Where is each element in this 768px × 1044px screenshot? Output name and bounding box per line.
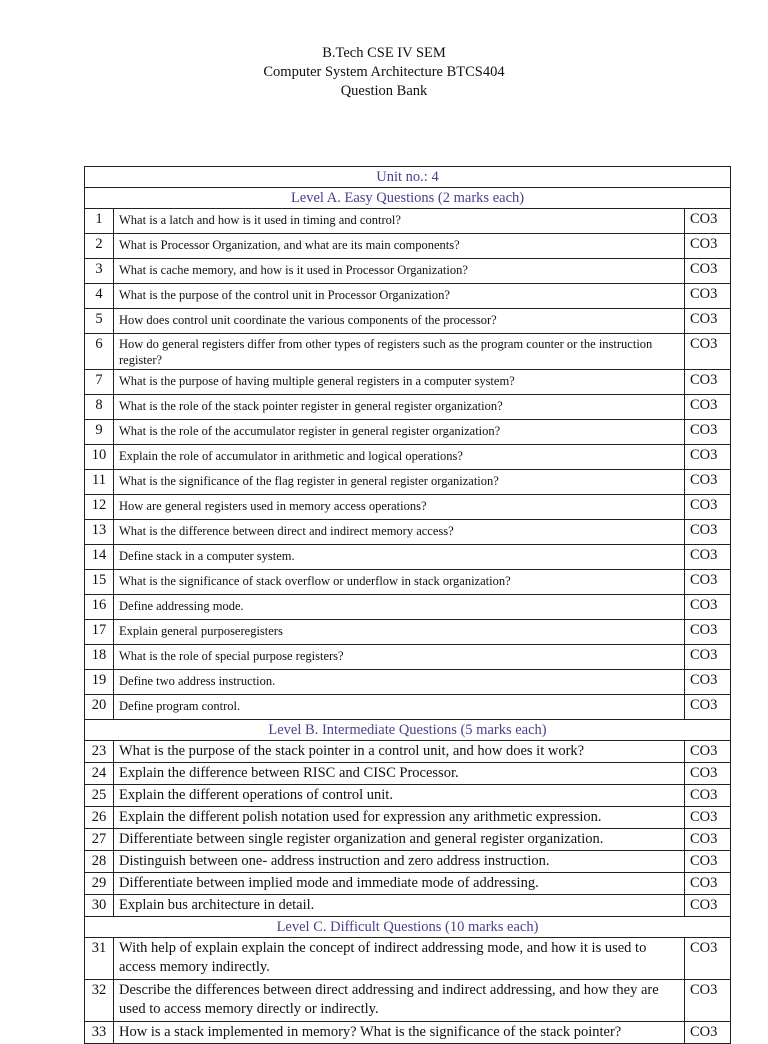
question-text: What is the purpose of the stack pointer in a control unit, and how does it work? bbox=[114, 741, 685, 763]
question-number: 14 bbox=[85, 545, 114, 570]
question-number: 17 bbox=[85, 620, 114, 645]
question-text: What is the significance of stack overflow or underflow in stack organization? bbox=[114, 570, 685, 595]
question-row bbox=[85, 895, 731, 917]
question-number: 19 bbox=[85, 670, 114, 695]
question-text: What is a latch and how is it used in timing and control? bbox=[114, 209, 685, 234]
question-number: 25 bbox=[85, 785, 114, 807]
question-row bbox=[85, 520, 731, 545]
document-header bbox=[0, 44, 768, 101]
question-row bbox=[85, 495, 731, 520]
question-text: What is the role of special purpose registers? bbox=[114, 645, 685, 670]
question-row bbox=[85, 851, 731, 873]
question-text: Explain general purposeregisters bbox=[114, 620, 685, 645]
question-number: 18 bbox=[85, 645, 114, 670]
question-row bbox=[85, 873, 731, 895]
course-outcome: CO3 bbox=[685, 695, 731, 720]
question-row bbox=[85, 309, 731, 334]
question-row bbox=[85, 763, 731, 785]
question-row bbox=[85, 670, 731, 695]
question-text: Differentiate between single register organization and general register organization. bbox=[114, 829, 685, 851]
subject-title: Computer System Architecture BTCS404 bbox=[263, 64, 505, 80]
question-row bbox=[85, 980, 731, 1022]
unit-row bbox=[85, 167, 731, 188]
question-row bbox=[85, 445, 731, 470]
question-text: Explain bus architecture in detail. bbox=[114, 895, 685, 917]
question-row bbox=[85, 741, 731, 763]
course-outcome: CO3 bbox=[685, 209, 731, 234]
unit-label: Unit no.: 4 bbox=[85, 167, 731, 188]
question-number: 10 bbox=[85, 445, 114, 470]
course-outcome: CO3 bbox=[685, 645, 731, 670]
question-row bbox=[85, 570, 731, 595]
question-number: 24 bbox=[85, 763, 114, 785]
question-number: 31 bbox=[85, 938, 114, 980]
course-outcome: CO3 bbox=[685, 445, 731, 470]
question-row bbox=[85, 209, 731, 234]
question-text: Explain the role of accumulator in arithmetic and logical operations? bbox=[114, 445, 685, 470]
question-row bbox=[85, 334, 731, 370]
course-outcome: CO3 bbox=[685, 763, 731, 785]
course-outcome: CO3 bbox=[685, 545, 731, 570]
question-text: How is a stack implemented in memory? What is the significance of the stack pointer? bbox=[114, 1022, 685, 1044]
course-outcome: CO3 bbox=[685, 873, 731, 895]
course-outcome: CO3 bbox=[685, 420, 731, 445]
question-number: 11 bbox=[85, 470, 114, 495]
question-number: 7 bbox=[85, 370, 114, 395]
course-outcome: CO3 bbox=[685, 807, 731, 829]
question-text: Explain the different polish notation used for expression any arithmetic expression. bbox=[114, 807, 685, 829]
question-row bbox=[85, 284, 731, 309]
level-c-heading: Level C. Difficult Questions (10 marks each) bbox=[85, 917, 731, 938]
question-text: Define program control. bbox=[114, 695, 685, 720]
question-row bbox=[85, 695, 731, 720]
question-number: 8 bbox=[85, 395, 114, 420]
question-text: With help of explain explain the concept of indirect addressing mode, and how it is used to access memory indirectly. bbox=[114, 938, 685, 980]
question-row bbox=[85, 807, 731, 829]
question-number: 5 bbox=[85, 309, 114, 334]
course-outcome: CO3 bbox=[685, 980, 731, 1022]
course-outcome: CO3 bbox=[685, 470, 731, 495]
course-outcome: CO3 bbox=[685, 495, 731, 520]
course-outcome: CO3 bbox=[685, 741, 731, 763]
question-row bbox=[85, 785, 731, 807]
question-text: Explain the different operations of control unit. bbox=[114, 785, 685, 807]
question-row bbox=[85, 234, 731, 259]
question-number: 1 bbox=[85, 209, 114, 234]
course-outcome: CO3 bbox=[685, 259, 731, 284]
question-number: 13 bbox=[85, 520, 114, 545]
question-number: 27 bbox=[85, 829, 114, 851]
question-text: How are general registers used in memory access operations? bbox=[114, 495, 685, 520]
question-number: 6 bbox=[85, 334, 114, 370]
question-text: What is the difference between direct and indirect memory access? bbox=[114, 520, 685, 545]
question-row bbox=[85, 470, 731, 495]
course-outcome: CO3 bbox=[685, 851, 731, 873]
question-text: Define two address instruction. bbox=[114, 670, 685, 695]
course-outcome: CO3 bbox=[685, 309, 731, 334]
question-row bbox=[85, 620, 731, 645]
course-outcome: CO3 bbox=[685, 670, 731, 695]
question-row bbox=[85, 595, 731, 620]
course-outcome: CO3 bbox=[685, 938, 731, 980]
question-text: Define stack in a computer system. bbox=[114, 545, 685, 570]
question-row bbox=[85, 938, 731, 980]
document-title: Question Bank bbox=[340, 83, 428, 99]
course-outcome: CO3 bbox=[685, 785, 731, 807]
level-c-row bbox=[85, 917, 731, 938]
question-number: 28 bbox=[85, 851, 114, 873]
course-outcome: CO3 bbox=[685, 395, 731, 420]
question-number: 2 bbox=[85, 234, 114, 259]
question-row bbox=[85, 545, 731, 570]
question-text: What is the purpose of the control unit in Processor Organization? bbox=[114, 284, 685, 309]
course-title: B.Tech CSE IV SEM bbox=[322, 45, 446, 61]
question-text: What is cache memory, and how is it used in Processor Organization? bbox=[114, 259, 685, 284]
level-b-heading: Level B. Intermediate Questions (5 marks each) bbox=[85, 720, 731, 741]
question-text: What is Processor Organization, and what are its main components? bbox=[114, 234, 685, 259]
level-a-heading: Level A. Easy Questions (2 marks each) bbox=[85, 188, 731, 209]
level-b-row bbox=[85, 720, 731, 741]
question-row bbox=[85, 1022, 731, 1044]
course-outcome: CO3 bbox=[685, 1022, 731, 1044]
question-row bbox=[85, 420, 731, 445]
course-outcome: CO3 bbox=[685, 234, 731, 259]
question-number: 16 bbox=[85, 595, 114, 620]
course-outcome: CO3 bbox=[685, 570, 731, 595]
course-outcome: CO3 bbox=[685, 520, 731, 545]
course-outcome: CO3 bbox=[685, 595, 731, 620]
question-text: What is the purpose of having multiple general registers in a computer system? bbox=[114, 370, 685, 395]
course-outcome: CO3 bbox=[685, 370, 731, 395]
question-number: 29 bbox=[85, 873, 114, 895]
question-text: Distinguish between one- address instruction and zero address instruction. bbox=[114, 851, 685, 873]
question-row bbox=[85, 645, 731, 670]
question-text: How do general registers differ from other types of registers such as the program counter or the instruction register? bbox=[114, 334, 685, 370]
course-outcome: CO3 bbox=[685, 334, 731, 370]
question-text: Describe the differences between direct addressing and indirect addressing, and how they are used to access memory directly or indirectly. bbox=[114, 980, 685, 1022]
level-a-row bbox=[85, 188, 731, 209]
question-number: 30 bbox=[85, 895, 114, 917]
question-table bbox=[84, 166, 731, 1044]
question-number: 3 bbox=[85, 259, 114, 284]
question-number: 33 bbox=[85, 1022, 114, 1044]
question-row bbox=[85, 259, 731, 284]
question-number: 4 bbox=[85, 284, 114, 309]
question-row bbox=[85, 829, 731, 851]
question-text: What is the role of the accumulator register in general register organization? bbox=[114, 420, 685, 445]
question-number: 15 bbox=[85, 570, 114, 595]
question-number: 20 bbox=[85, 695, 114, 720]
question-number: 12 bbox=[85, 495, 114, 520]
question-row bbox=[85, 370, 731, 395]
question-number: 9 bbox=[85, 420, 114, 445]
question-text: How does control unit coordinate the various components of the processor? bbox=[114, 309, 685, 334]
course-outcome: CO3 bbox=[685, 895, 731, 917]
question-number: 32 bbox=[85, 980, 114, 1022]
question-number: 23 bbox=[85, 741, 114, 763]
question-text: What is the significance of the flag register in general register organization? bbox=[114, 470, 685, 495]
question-text: Differentiate between implied mode and immediate mode of addressing. bbox=[114, 873, 685, 895]
question-text: Explain the difference between RISC and CISC Processor. bbox=[114, 763, 685, 785]
question-number: 26 bbox=[85, 807, 114, 829]
question-text: What is the role of the stack pointer register in general register organization? bbox=[114, 395, 685, 420]
course-outcome: CO3 bbox=[685, 829, 731, 851]
question-row bbox=[85, 395, 731, 420]
question-text: Define addressing mode. bbox=[114, 595, 685, 620]
course-outcome: CO3 bbox=[685, 620, 731, 645]
course-outcome: CO3 bbox=[685, 284, 731, 309]
